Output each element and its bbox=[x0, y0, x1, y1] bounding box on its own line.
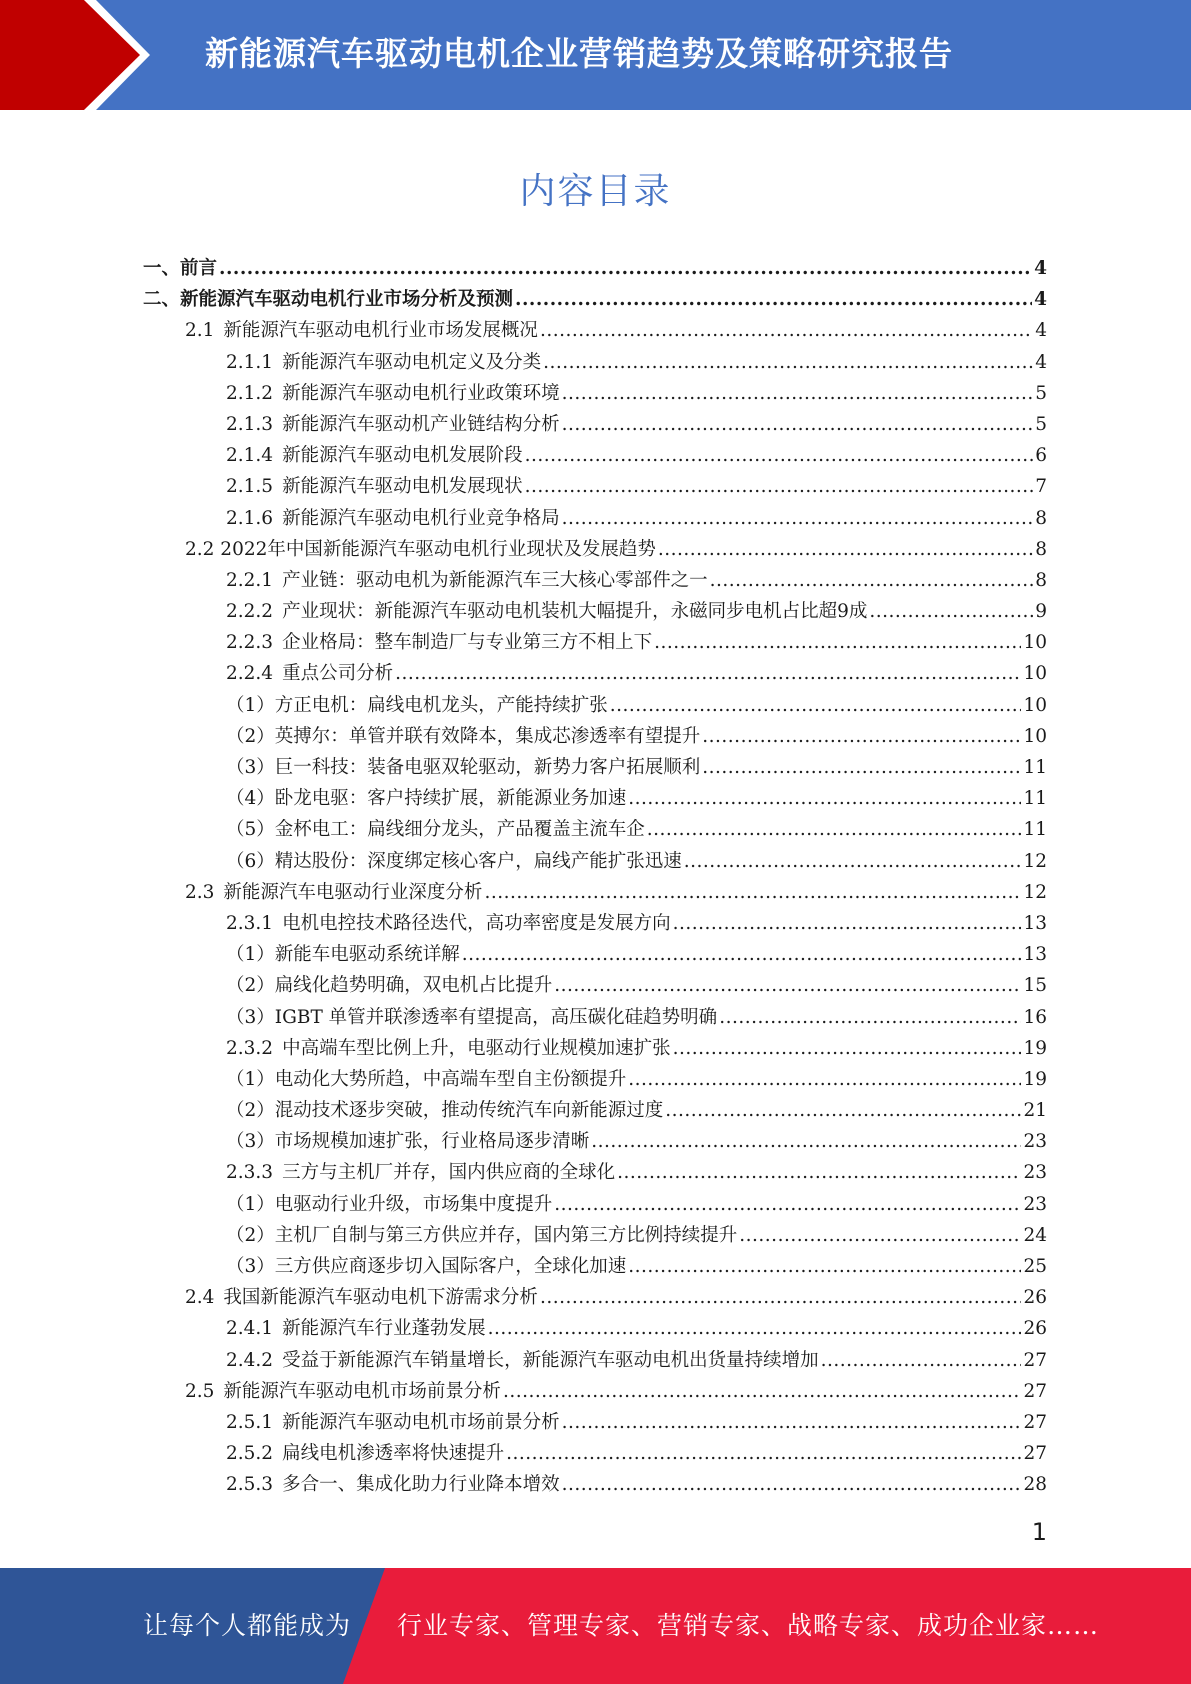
toc-entry-number: 2.2.2 bbox=[226, 601, 274, 623]
report-title: 新能源汽车驱动电机企业营销趋势及策略研究报告 bbox=[205, 34, 953, 73]
toc-entry-title: （2）主机厂自制与第三方供应并存，国内第三方比例持续提升 bbox=[226, 1224, 738, 1246]
toc-dot-leader bbox=[821, 1345, 1022, 1376]
toc-entry[interactable] bbox=[226, 471, 1047, 502]
toc-entry[interactable] bbox=[226, 752, 1047, 783]
toc-entry-title: （2）扁线化趋势明确，双电机占比提升 bbox=[226, 975, 553, 997]
toc-entry-page: 11 bbox=[1023, 819, 1047, 841]
toc-entry-title: 2.2 2022年中国新能源汽车驱动电机行业现状及发展趋势 bbox=[185, 538, 656, 560]
toc-entry-page: 11 bbox=[1023, 757, 1047, 778]
toc-entry-title: 新能源汽车驱动电机市场前景分析 bbox=[223, 1380, 501, 1402]
toc-entry-page: 26 bbox=[1023, 1318, 1047, 1340]
toc-entry-page: 8 bbox=[1035, 538, 1047, 560]
toc-entry-page: 16 bbox=[1023, 1006, 1047, 1028]
toc-entry-title: （1）方正电机：扁线电机龙头，产能持续扩张 bbox=[226, 694, 608, 716]
table-of-contents bbox=[0, 253, 1191, 1501]
toc-entry-page: 8 bbox=[1035, 507, 1047, 529]
toc-entry-page: 28 bbox=[1023, 1474, 1047, 1496]
toc-dot-leader bbox=[654, 627, 1021, 658]
toc-entry[interactable] bbox=[226, 565, 1047, 596]
toc-entry[interactable] bbox=[226, 1251, 1047, 1282]
toc-entry-page: 27 bbox=[1023, 1411, 1047, 1433]
toc-entry-page: 26 bbox=[1023, 1287, 1047, 1309]
toc-dot-leader bbox=[702, 721, 1021, 752]
toc-entry-title: 三方与主机厂并存，国内供应商的全球化 bbox=[282, 1162, 616, 1184]
toc-entry-page: 23 bbox=[1023, 1162, 1047, 1184]
toc-dot-leader bbox=[525, 440, 1034, 471]
toc-entry[interactable] bbox=[143, 284, 1047, 315]
toc-entry-title: 新能源汽车驱动电机发展阶段 bbox=[282, 445, 523, 467]
toc-entry[interactable] bbox=[226, 690, 1047, 721]
toc-entry-number: 2.3.3 bbox=[226, 1162, 274, 1184]
toc-entry-number: 2.1.4 bbox=[226, 445, 274, 467]
toc-entry[interactable] bbox=[185, 1376, 1047, 1407]
toc-entry[interactable] bbox=[226, 939, 1047, 970]
toc-entry-page: 5 bbox=[1035, 413, 1047, 435]
toc-entry-title: 企业格局：整车制造厂与专业第三方不相上下 bbox=[282, 632, 653, 654]
toc-entry-number: 2.1.3 bbox=[226, 413, 274, 435]
toc-entry-page: 4 bbox=[1034, 289, 1047, 311]
toc-entry-title: 新能源汽车电驱动行业深度分析 bbox=[223, 881, 483, 903]
toc-dot-leader bbox=[610, 690, 1022, 721]
toc-entry-title: 电机电控技术路径迭代，高功率密度是发展方向 bbox=[282, 912, 671, 934]
toc-entry-number: 2.5.1 bbox=[226, 1411, 274, 1433]
toc-entry-page: 23 bbox=[1023, 1131, 1047, 1153]
toc-entry-title: 新能源汽车驱动电机发展现状 bbox=[282, 476, 523, 498]
toc-entry[interactable] bbox=[226, 1438, 1047, 1469]
toc-dot-leader bbox=[628, 783, 1021, 814]
toc-dot-leader bbox=[540, 1282, 1022, 1313]
toc-dot-leader bbox=[554, 1189, 1021, 1220]
toc-entry[interactable] bbox=[226, 1313, 1047, 1344]
toc-dot-leader bbox=[702, 752, 1021, 783]
toc-entry-title: （3）IGBT 单管并联渗透率有望提高，高压碳化硅趋势明确 bbox=[226, 1006, 718, 1028]
toc-entry-page: 8 bbox=[1035, 569, 1047, 591]
toc-entry-page: 10 bbox=[1023, 663, 1047, 685]
toc-entry-page: 10 bbox=[1023, 632, 1047, 654]
toc-dot-leader bbox=[540, 315, 1033, 346]
toc-dot-leader bbox=[739, 1220, 1021, 1251]
footer-slogan-right: 行业专家、管理专家、营销专家、战略专家、成功企业家…… bbox=[397, 1611, 1100, 1640]
footer-slogan-left: 让每个人都能成为 bbox=[143, 1611, 352, 1640]
toc-entry-title: （5）金杯电工：扁线细分龙头，产品覆盖主流车企 bbox=[226, 819, 645, 841]
toc-entry-number: 2.2.3 bbox=[226, 632, 274, 654]
toc-entry-title: 新能源汽车驱动电机定义及分类 bbox=[282, 351, 542, 373]
toc-entry[interactable] bbox=[226, 596, 1047, 627]
toc-entry-number: 2.1 bbox=[185, 320, 215, 342]
toc-entry-title: 多合一、集成化助力行业降本增效 bbox=[282, 1474, 560, 1496]
toc-entry-page: 13 bbox=[1023, 912, 1047, 934]
toc-entry-number: 2.1.5 bbox=[226, 476, 274, 498]
toc-entry[interactable] bbox=[226, 1407, 1047, 1438]
toc-entry-number: 2.4 bbox=[185, 1287, 215, 1309]
toc-entry-title: 产业现状：新能源汽车驱动电机装机大幅提升，永磁同步电机占比超9成 bbox=[282, 601, 868, 623]
toc-entry[interactable] bbox=[226, 409, 1047, 440]
toc-heading: 内容目录 bbox=[519, 171, 672, 212]
toc-dot-leader bbox=[628, 1064, 1021, 1095]
toc-entry[interactable] bbox=[226, 1095, 1047, 1126]
toc-dot-leader bbox=[562, 1407, 1022, 1438]
toc-entry[interactable] bbox=[226, 908, 1047, 939]
toc-entry-title: 新能源汽车驱动电机行业政策环境 bbox=[282, 382, 560, 404]
toc-entry-title: （2）英搏尔：单管并联有效降本，集成芯渗透率有望提升 bbox=[226, 725, 701, 747]
toc-entry[interactable] bbox=[226, 1002, 1047, 1033]
toc-entry[interactable] bbox=[226, 440, 1047, 471]
toc-entry-title: 新能源汽车驱动电机市场前景分析 bbox=[282, 1411, 560, 1433]
toc-dot-leader bbox=[628, 1251, 1021, 1282]
page-number: 1 bbox=[1031, 1518, 1047, 1546]
toc-dot-leader bbox=[506, 1438, 1021, 1469]
toc-entry-title: 新能源汽车行业蓬勃发展 bbox=[282, 1318, 486, 1340]
footer-banner bbox=[0, 1568, 1191, 1684]
toc-entry[interactable] bbox=[185, 315, 1047, 346]
toc-entry[interactable] bbox=[226, 970, 1047, 1001]
toc-entry-number: 2.1.1 bbox=[226, 351, 274, 373]
toc-entry[interactable] bbox=[226, 1126, 1047, 1157]
toc-dot-leader bbox=[665, 1095, 1021, 1126]
toc-entry[interactable] bbox=[226, 1064, 1047, 1095]
toc-entry-number: 2.5.2 bbox=[226, 1443, 274, 1465]
toc-entry-number: 2.1.2 bbox=[226, 382, 274, 404]
toc-entry-title: （1）电动化大势所趋，中高端车型自主份额提升 bbox=[226, 1068, 627, 1090]
toc-dot-leader bbox=[488, 1313, 1022, 1344]
toc-entry[interactable] bbox=[185, 1282, 1047, 1313]
toc-entry-page: 12 bbox=[1023, 850, 1047, 872]
toc-dot-leader bbox=[515, 284, 1032, 315]
toc-dot-leader bbox=[395, 658, 1021, 689]
toc-entry[interactable] bbox=[226, 1157, 1047, 1188]
toc-entry-number: 2.5.3 bbox=[226, 1474, 274, 1496]
toc-entry-title: 重点公司分析 bbox=[282, 663, 394, 685]
toc-entry-title: 中高端车型比例上升，电驱动行业规模加速扩张 bbox=[282, 1037, 671, 1059]
toc-entry-page: 6 bbox=[1035, 445, 1047, 467]
toc-entry-title: （3）市场规模加速扩张，行业格局逐步清晰 bbox=[226, 1131, 590, 1153]
toc-entry-page: 15 bbox=[1023, 975, 1047, 997]
toc-entry-page: 27 bbox=[1023, 1349, 1047, 1371]
toc-entry-number: 2.3.1 bbox=[226, 912, 274, 934]
toc-entry-page: 21 bbox=[1023, 1100, 1047, 1122]
toc-entry-page: 27 bbox=[1023, 1380, 1047, 1402]
toc-entry-page: 4 bbox=[1034, 258, 1047, 279]
toc-entry-page: 19 bbox=[1023, 1068, 1047, 1090]
toc-dot-leader bbox=[562, 378, 1034, 409]
toc-entry-title: 产业链：驱动电机为新能源汽车三大核心零部件之一 bbox=[282, 569, 708, 591]
toc-dot-leader bbox=[647, 814, 1022, 845]
toc-entry-page: 10 bbox=[1023, 694, 1047, 716]
toc-entry-page: 27 bbox=[1023, 1443, 1047, 1465]
toc-entry-page: 7 bbox=[1035, 476, 1047, 498]
toc-entry-title: 受益于新能源汽车销量增长，新能源汽车驱动电机出货量持续增加 bbox=[282, 1349, 819, 1371]
toc-dot-leader bbox=[591, 1126, 1021, 1157]
toc-entry-title: 新能源汽车驱动电机行业竞争格局 bbox=[282, 507, 560, 529]
toc-entry[interactable] bbox=[226, 783, 1047, 814]
toc-entry-title: （4）卧龙电驱：客户持续扩展，新能源业务加速 bbox=[226, 788, 627, 810]
toc-entry-page: 10 bbox=[1023, 725, 1047, 747]
toc-entry-number: 2.2.4 bbox=[226, 663, 274, 685]
toc-entry[interactable] bbox=[226, 721, 1047, 752]
toc-dot-leader bbox=[525, 471, 1034, 502]
toc-entry-title: （6）精达股份：深度绑定核心客户，扁线产能扩张迅速 bbox=[226, 850, 682, 872]
toc-dot-leader bbox=[562, 503, 1034, 534]
toc-entry-page: 23 bbox=[1023, 1193, 1047, 1215]
toc-dot-leader bbox=[710, 565, 1034, 596]
toc-entry-page: 4 bbox=[1035, 351, 1047, 373]
toc-entry-title: 一、前言 bbox=[143, 258, 218, 279]
toc-entry[interactable] bbox=[185, 877, 1047, 908]
header-arrow-icon bbox=[0, 0, 140, 110]
toc-dot-leader bbox=[673, 908, 1022, 939]
toc-entry[interactable] bbox=[226, 1345, 1047, 1376]
toc-entry-page: 12 bbox=[1023, 881, 1047, 903]
toc-entry-number: 2.3 bbox=[185, 881, 215, 903]
toc-dot-leader bbox=[503, 1376, 1022, 1407]
toc-entry-title: 新能源汽车驱动电机行业市场发展概况 bbox=[223, 320, 538, 342]
toc-dot-leader bbox=[617, 1157, 1021, 1188]
toc-entry[interactable] bbox=[226, 1469, 1047, 1500]
toc-dot-leader bbox=[658, 534, 1033, 565]
toc-dot-leader bbox=[554, 970, 1021, 1001]
toc-entry-number: 2.4.1 bbox=[226, 1318, 274, 1340]
toc-dot-leader bbox=[484, 877, 1021, 908]
toc-dot-leader bbox=[219, 253, 1032, 284]
toc-entry-page: 11 bbox=[1023, 788, 1047, 810]
toc-entry-number: 2.2.1 bbox=[226, 569, 274, 591]
toc-entry[interactable] bbox=[226, 378, 1047, 409]
toc-entry-number: 2.1.6 bbox=[226, 507, 274, 529]
toc-entry-title: 新能源汽车驱动机产业链结构分析 bbox=[282, 413, 560, 435]
toc-entry[interactable] bbox=[226, 846, 1047, 877]
toc-dot-leader bbox=[543, 347, 1033, 378]
toc-entry-page: 5 bbox=[1035, 382, 1047, 404]
toc-entry-page: 9 bbox=[1035, 601, 1047, 623]
toc-entry-number: 2.3.2 bbox=[226, 1037, 274, 1059]
toc-entry-title: （1）新能车电驱动系统详解 bbox=[226, 944, 460, 966]
header-banner bbox=[0, 0, 1191, 110]
toc-entry[interactable] bbox=[226, 347, 1047, 378]
toc-entry-page: 4 bbox=[1035, 320, 1047, 342]
toc-entry-number: 2.5 bbox=[185, 1380, 215, 1402]
toc-entry[interactable] bbox=[226, 1033, 1047, 1064]
toc-dot-leader bbox=[562, 1469, 1022, 1500]
toc-entry[interactable] bbox=[143, 253, 1047, 284]
toc-dot-leader bbox=[562, 409, 1034, 440]
toc-entry[interactable] bbox=[226, 658, 1047, 689]
toc-entry[interactable] bbox=[226, 814, 1047, 845]
toc-entry-page: 24 bbox=[1023, 1224, 1047, 1246]
toc-entry[interactable] bbox=[226, 627, 1047, 658]
toc-dot-leader bbox=[462, 939, 1022, 970]
toc-entry-title: （3）巨一科技：装备电驱双轮驱动，新势力客户拓展顺利 bbox=[226, 757, 701, 778]
toc-entry-title: （3）三方供应商逐步切入国际客户，全球化加速 bbox=[226, 1256, 627, 1277]
toc-entry-page: 19 bbox=[1023, 1037, 1047, 1059]
toc-entry[interactable] bbox=[226, 503, 1047, 534]
toc-entry-page: 25 bbox=[1023, 1256, 1047, 1277]
toc-entry-page: 13 bbox=[1023, 944, 1047, 966]
toc-entry-title: （2）混动技术逐步突破，推动传统汽车向新能源过度 bbox=[226, 1100, 664, 1122]
toc-dot-leader bbox=[869, 596, 1033, 627]
toc-dot-leader bbox=[719, 1002, 1021, 1033]
toc-dot-leader bbox=[673, 1033, 1022, 1064]
toc-entry-title: （1）电驱动行业升级，市场集中度提升 bbox=[226, 1193, 553, 1215]
toc-entry-title: 二、新能源汽车驱动电机行业市场分析及预测 bbox=[143, 289, 514, 311]
toc-entry-title: 扁线电机渗透率将快速提升 bbox=[282, 1443, 505, 1465]
toc-entry[interactable] bbox=[185, 534, 1047, 565]
toc-entry[interactable] bbox=[226, 1220, 1047, 1251]
toc-entry-title: 我国新能源汽车驱动电机下游需求分析 bbox=[223, 1287, 538, 1309]
toc-entry-number: 2.4.2 bbox=[226, 1349, 274, 1371]
toc-dot-leader bbox=[684, 846, 1022, 877]
toc-entry[interactable] bbox=[226, 1189, 1047, 1220]
